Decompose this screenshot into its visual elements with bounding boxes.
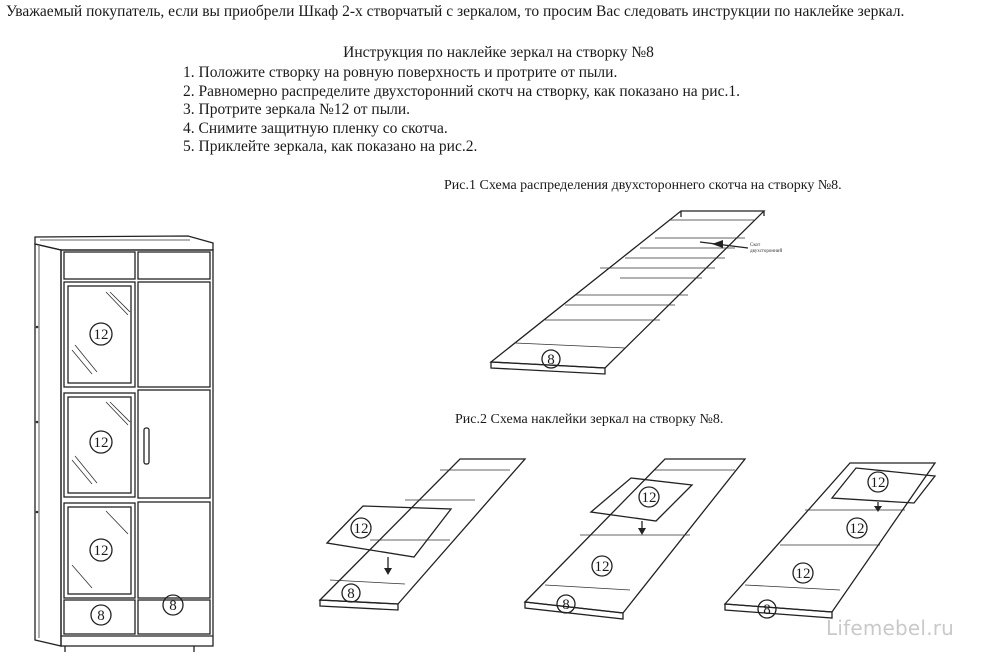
mirror-label: 12: [795, 566, 811, 582]
door-label: 8: [169, 598, 177, 614]
step-item: 5. Приклейте зеркала, как показано на рис.2.: [183, 138, 478, 156]
figure-1-caption: Рис.1 Схема распределения двухстороннего скотча на створку №8.: [444, 178, 842, 193]
mirror-label: 12: [870, 475, 886, 491]
door-label: 8: [562, 597, 570, 613]
figure-2-step-3: [725, 463, 935, 618]
door-label: 8: [763, 602, 771, 618]
figure-2-caption: Рис.2 Схема наклейки зеркал на створку №8.: [455, 412, 724, 427]
step-item: 1. Положите створку на ровную поверхность и протрите от пыли.: [183, 64, 618, 81]
mirror-label: 12: [93, 327, 109, 343]
door-label: 8: [547, 352, 555, 368]
mirror-label: 12: [594, 559, 610, 575]
step-item: 4. Снимите защитную пленку со скотча.: [183, 119, 448, 137]
tape-strips: [545, 238, 745, 320]
tape-note: Скот: [750, 243, 761, 248]
mirror-label: 12: [93, 435, 109, 451]
instruction-title: Инструкция по наклейке зеркал на створку №8: [343, 44, 654, 61]
step-item: 2. Равномерно распределите двухсторонний скотч на створку, как показано на рис.1.: [183, 82, 740, 100]
wardrobe-illustration: [35, 236, 213, 652]
figure-2-step-1: [320, 459, 525, 610]
door-label: 8: [347, 586, 355, 602]
watermark: Lifemebel.ru: [826, 616, 955, 640]
figure-2-step-2: [525, 459, 745, 619]
door-label: 8: [97, 608, 105, 624]
intro-text: Уважаемый покупатель, если вы приобрели Шкаф 2-х створчатый с зеркалом, то просим Вас следовать инструкции по наклейке зеркал.: [6, 3, 905, 20]
mirror-label: 12: [353, 521, 369, 537]
mirror-label: 12: [641, 490, 657, 506]
mirror-label: 12: [849, 521, 865, 537]
mirror-label: 12: [93, 543, 109, 559]
tape-note: двухсторонний: [750, 249, 783, 254]
figure-1-door: [491, 211, 782, 374]
step-item: 3. Протрите зеркала №12 от пыли.: [183, 101, 411, 119]
